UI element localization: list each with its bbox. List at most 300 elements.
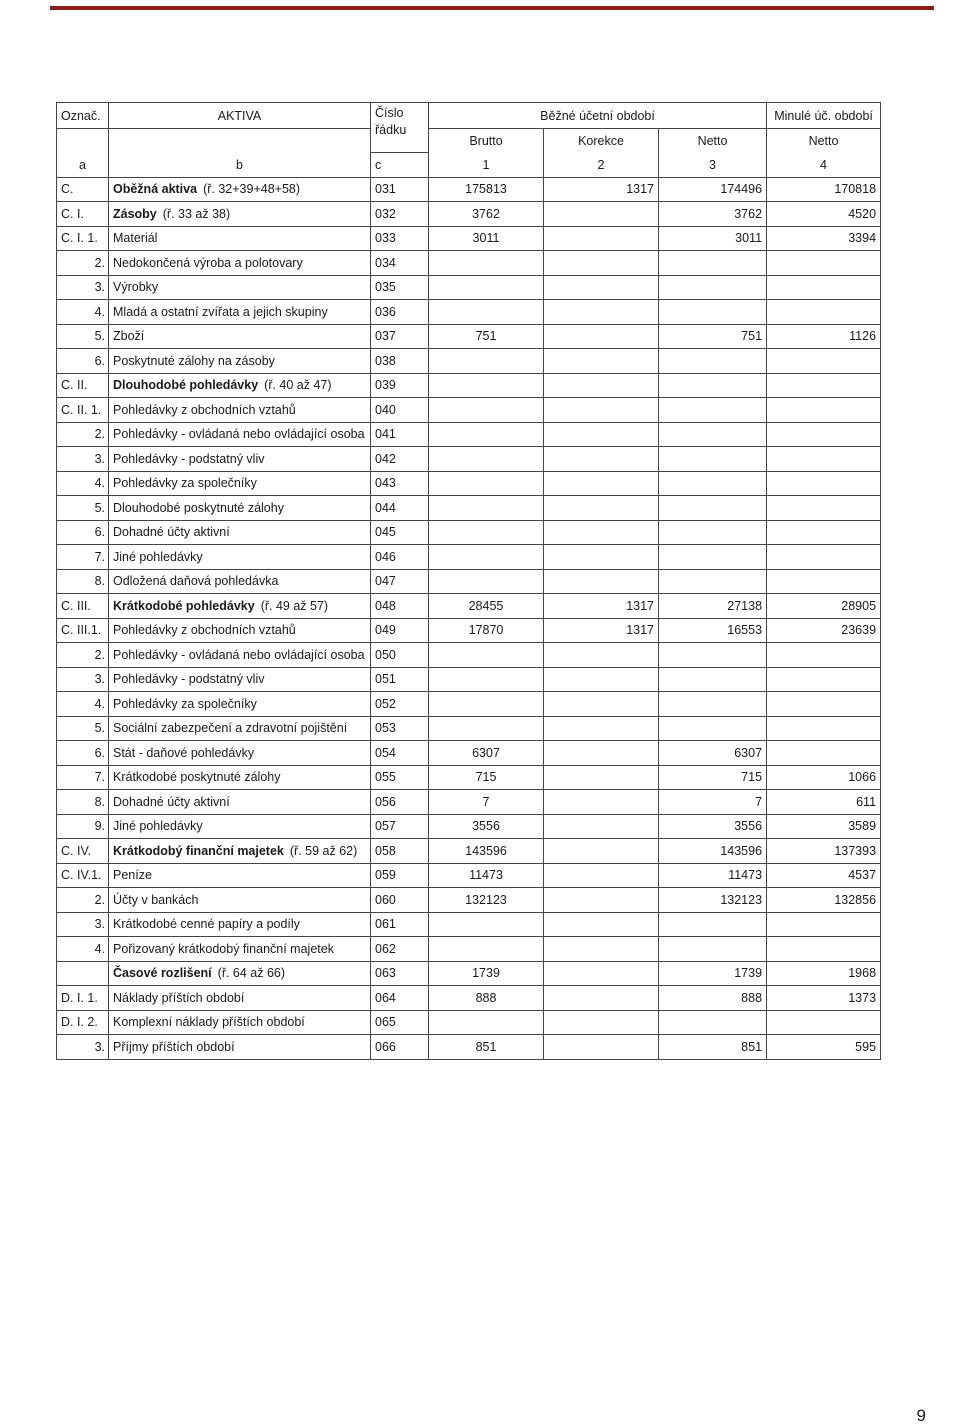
- value-korekce: [544, 202, 659, 227]
- value-netto-prev: [767, 496, 881, 521]
- row-label: Pohledávky - ovládaná nebo ovládající osoba: [113, 427, 365, 442]
- row-name: [109, 447, 371, 472]
- row-marking: 4.: [57, 937, 109, 962]
- value-brutto: 132123: [429, 888, 544, 913]
- row-label: Odložená daňová pohledávka: [113, 574, 279, 589]
- value-netto: [659, 643, 767, 668]
- value-korekce: [544, 716, 659, 741]
- row-number: 031: [371, 177, 429, 202]
- value-netto-prev: 595: [767, 1035, 881, 1060]
- row-number: 057: [371, 814, 429, 839]
- row-name: [109, 741, 371, 766]
- row-marking: 7.: [57, 765, 109, 790]
- value-brutto: [429, 520, 544, 545]
- row-label: Dlouhodobé pohledávky: [113, 378, 259, 393]
- row-name: [109, 251, 371, 276]
- value-brutto: [429, 422, 544, 447]
- value-brutto: 143596: [429, 839, 544, 864]
- row-name: [109, 594, 371, 619]
- value-netto: [659, 716, 767, 741]
- value-brutto: [429, 471, 544, 496]
- row-name: [109, 716, 371, 741]
- row-name: [109, 398, 371, 423]
- value-netto-prev: 137393: [767, 839, 881, 864]
- row-label: Pohledávky za společníky: [113, 696, 257, 711]
- value-netto-prev: [767, 471, 881, 496]
- row-formula: (ř. 59 až 62): [289, 843, 358, 858]
- row-marking: [57, 961, 109, 986]
- value-korekce: [544, 692, 659, 717]
- value-netto: 132123: [659, 888, 767, 913]
- value-netto-prev: [767, 937, 881, 962]
- value-brutto: [429, 300, 544, 325]
- value-brutto: 175813: [429, 177, 544, 202]
- table-row: [57, 863, 881, 888]
- table-row: [57, 251, 881, 276]
- row-name: [109, 373, 371, 398]
- value-brutto: 3762: [429, 202, 544, 227]
- value-netto: [659, 496, 767, 521]
- row-label: Pohledávky - podstatný vliv: [113, 672, 265, 687]
- table-row: [57, 471, 881, 496]
- row-marking: 8.: [57, 569, 109, 594]
- value-netto: 888: [659, 986, 767, 1011]
- value-korekce: [544, 447, 659, 472]
- col-index-c: c: [371, 153, 429, 178]
- row-label: Pořizovaný krátkodobý finanční majetek: [113, 941, 334, 956]
- row-label: Příjmy příštích období: [113, 1039, 235, 1054]
- row-marking: 3.: [57, 275, 109, 300]
- value-netto: 27138: [659, 594, 767, 619]
- row-name: [109, 961, 371, 986]
- value-brutto: 888: [429, 986, 544, 1011]
- table-row: [57, 888, 881, 913]
- col-index-4: 4: [767, 153, 881, 178]
- row-marking: 2.: [57, 251, 109, 276]
- col-header-netto: Netto: [659, 129, 767, 153]
- table-row: [57, 692, 881, 717]
- row-marking: 2.: [57, 643, 109, 668]
- value-netto: [659, 667, 767, 692]
- value-brutto: [429, 398, 544, 423]
- value-netto-prev: 1126: [767, 324, 881, 349]
- row-number: 054: [371, 741, 429, 766]
- row-marking: C. IV.1.: [57, 863, 109, 888]
- col-index-a: a: [57, 153, 109, 178]
- value-korekce: [544, 790, 659, 815]
- table-row: [57, 496, 881, 521]
- row-number: 041: [371, 422, 429, 447]
- value-brutto: 715: [429, 765, 544, 790]
- value-netto: 16553: [659, 618, 767, 643]
- row-marking: C. I. 1.: [57, 226, 109, 251]
- row-name: [109, 790, 371, 815]
- col-index-3: 3: [659, 153, 767, 178]
- row-number: 032: [371, 202, 429, 227]
- table-row: [57, 202, 881, 227]
- value-netto-prev: 1066: [767, 765, 881, 790]
- row-number: 062: [371, 937, 429, 962]
- row-name: [109, 839, 371, 864]
- col-header-radek: [371, 103, 429, 153]
- row-marking: 4.: [57, 692, 109, 717]
- value-netto: [659, 300, 767, 325]
- row-marking: 5.: [57, 716, 109, 741]
- col-header-netto-prev: Netto: [767, 129, 881, 153]
- row-marking: C. III.1.: [57, 618, 109, 643]
- row-name: [109, 863, 371, 888]
- value-brutto: [429, 447, 544, 472]
- row-number: 047: [371, 569, 429, 594]
- row-number: 053: [371, 716, 429, 741]
- row-marking: 3.: [57, 667, 109, 692]
- table-row: [57, 643, 881, 668]
- row-name: [109, 177, 371, 202]
- row-number: 061: [371, 912, 429, 937]
- row-name: [109, 814, 371, 839]
- row-number: 064: [371, 986, 429, 1011]
- value-netto-prev: [767, 520, 881, 545]
- row-label: Dlouhodobé poskytnuté zálohy: [113, 500, 284, 515]
- value-netto: [659, 545, 767, 570]
- row-label: Mladá a ostatní zvířata a jejich skupiny: [113, 304, 328, 319]
- value-brutto: 11473: [429, 863, 544, 888]
- assets-table: [56, 102, 881, 1060]
- value-korekce: [544, 912, 659, 937]
- value-netto: 3556: [659, 814, 767, 839]
- row-number: 046: [371, 545, 429, 570]
- value-netto: [659, 349, 767, 374]
- value-korekce: [544, 398, 659, 423]
- top-rule: [50, 6, 934, 10]
- row-name: [109, 667, 371, 692]
- value-korekce: [544, 765, 659, 790]
- row-label: Oběžná aktiva: [113, 182, 198, 197]
- row-number: 058: [371, 839, 429, 864]
- value-netto-prev: 1968: [767, 961, 881, 986]
- value-brutto: [429, 1010, 544, 1035]
- row-name: [109, 692, 371, 717]
- value-korekce: [544, 471, 659, 496]
- row-number: 037: [371, 324, 429, 349]
- row-number: 051: [371, 667, 429, 692]
- col-header-minule: Minulé úč. období: [767, 103, 881, 129]
- row-number: 055: [371, 765, 429, 790]
- value-korekce: [544, 937, 659, 962]
- row-label: Krátkodobé cenné papíry a podíly: [113, 917, 300, 932]
- col-index-b: b: [109, 153, 371, 178]
- table-row: [57, 422, 881, 447]
- row-marking: 8.: [57, 790, 109, 815]
- row-name: [109, 324, 371, 349]
- row-number: 034: [371, 251, 429, 276]
- row-name: [109, 912, 371, 937]
- table-row: [57, 618, 881, 643]
- row-name: [109, 1035, 371, 1060]
- value-korekce: [544, 324, 659, 349]
- value-korekce: [544, 1010, 659, 1035]
- row-marking: 2.: [57, 888, 109, 913]
- row-label: Krátkodobý finanční majetek: [113, 843, 284, 858]
- table-row: [57, 790, 881, 815]
- value-netto-prev: 132856: [767, 888, 881, 913]
- row-number: 056: [371, 790, 429, 815]
- row-label: Jiné pohledávky: [113, 819, 203, 834]
- value-korekce: [544, 349, 659, 374]
- value-netto-prev: [767, 912, 881, 937]
- value-netto: 1739: [659, 961, 767, 986]
- value-netto: 3762: [659, 202, 767, 227]
- row-marking: D. I. 1.: [57, 986, 109, 1011]
- value-netto-prev: [767, 741, 881, 766]
- row-label: Krátkodobé pohledávky: [113, 598, 255, 613]
- value-brutto: [429, 716, 544, 741]
- row-marking: 6.: [57, 349, 109, 374]
- row-label: Nedokončená výroba a polotovary: [113, 255, 303, 270]
- col-header-aktiva: AKTIVA: [109, 103, 371, 129]
- value-brutto: 851: [429, 1035, 544, 1060]
- value-brutto: [429, 912, 544, 937]
- table-row: [57, 814, 881, 839]
- value-netto: [659, 398, 767, 423]
- row-label: Pohledávky - ovládaná nebo ovládající osoba: [113, 647, 365, 662]
- value-netto-prev: 170818: [767, 177, 881, 202]
- value-netto: [659, 275, 767, 300]
- row-marking: 9.: [57, 814, 109, 839]
- value-netto: 174496: [659, 177, 767, 202]
- row-label: Výrobky: [113, 280, 159, 295]
- row-label: Časové rozlišení: [113, 966, 212, 981]
- row-label: Dohadné účty aktivní: [113, 794, 230, 809]
- value-netto-prev: 3589: [767, 814, 881, 839]
- table-row: [57, 912, 881, 937]
- value-brutto: [429, 667, 544, 692]
- table-row: [57, 300, 881, 325]
- col-index-1: 1: [429, 153, 544, 178]
- table-row: [57, 349, 881, 374]
- value-korekce: [544, 986, 659, 1011]
- col-header-oznac: Označ.: [57, 103, 109, 129]
- value-netto: [659, 471, 767, 496]
- row-name: [109, 520, 371, 545]
- row-name: [109, 765, 371, 790]
- value-netto: [659, 912, 767, 937]
- col-header-bezne: Běžné účetní období: [429, 103, 767, 129]
- row-label: Pohledávky z obchodních vztahů: [113, 623, 296, 638]
- table-row: [57, 520, 881, 545]
- table-row: [57, 226, 881, 251]
- row-number: 050: [371, 643, 429, 668]
- row-name: [109, 300, 371, 325]
- value-korekce: 1317: [544, 618, 659, 643]
- row-number: 049: [371, 618, 429, 643]
- table-row: [57, 545, 881, 570]
- value-brutto: 3011: [429, 226, 544, 251]
- col-header-korekce: Korekce: [544, 129, 659, 153]
- value-korekce: [544, 741, 659, 766]
- table-row: [57, 177, 881, 202]
- value-netto-prev: [767, 545, 881, 570]
- row-name: [109, 1010, 371, 1035]
- row-label: Jiné pohledávky: [113, 549, 203, 564]
- row-label: Pohledávky za společníky: [113, 476, 257, 491]
- row-name: [109, 202, 371, 227]
- value-korekce: [544, 545, 659, 570]
- row-name: [109, 471, 371, 496]
- value-korekce: [544, 520, 659, 545]
- value-netto: 7: [659, 790, 767, 815]
- table-row: [57, 937, 881, 962]
- table-row: [57, 569, 881, 594]
- value-korekce: [544, 961, 659, 986]
- value-netto-prev: [767, 692, 881, 717]
- value-brutto: [429, 643, 544, 668]
- value-netto-prev: [767, 422, 881, 447]
- row-formula: (ř. 32+39+48+58): [203, 182, 301, 197]
- table-row: [57, 1035, 881, 1060]
- value-korekce: [544, 863, 659, 888]
- row-label: Pohledávky - podstatný vliv: [113, 451, 265, 466]
- row-marking: C. III.: [57, 594, 109, 619]
- value-korekce: [544, 300, 659, 325]
- table-row: [57, 986, 881, 1011]
- row-name: [109, 226, 371, 251]
- value-brutto: [429, 251, 544, 276]
- value-netto: [659, 422, 767, 447]
- assets-rows: [57, 177, 881, 1059]
- value-brutto: [429, 545, 544, 570]
- value-brutto: [429, 349, 544, 374]
- value-brutto: 7: [429, 790, 544, 815]
- row-label: Náklady příštích období: [113, 990, 245, 1005]
- row-number: 033: [371, 226, 429, 251]
- value-korekce: [544, 643, 659, 668]
- value-brutto: 3556: [429, 814, 544, 839]
- value-netto-prev: [767, 569, 881, 594]
- row-marking: 3.: [57, 447, 109, 472]
- value-brutto: [429, 569, 544, 594]
- value-korekce: [544, 496, 659, 521]
- row-name: [109, 937, 371, 962]
- row-number: 040: [371, 398, 429, 423]
- row-label: Dohadné účty aktivní: [113, 525, 230, 540]
- value-netto-prev: 4520: [767, 202, 881, 227]
- table-row: [57, 667, 881, 692]
- value-brutto: 17870: [429, 618, 544, 643]
- row-label: Účty v bankách: [113, 892, 199, 907]
- value-netto-prev: [767, 251, 881, 276]
- table-row: [57, 447, 881, 472]
- row-label: Pohledávky z obchodních vztahů: [113, 402, 296, 417]
- value-brutto: [429, 692, 544, 717]
- value-netto-prev: 1373: [767, 986, 881, 1011]
- row-name: [109, 569, 371, 594]
- row-marking: 7.: [57, 545, 109, 570]
- row-number: 044: [371, 496, 429, 521]
- row-label: Zásoby: [113, 206, 157, 221]
- col-index-2: 2: [544, 153, 659, 178]
- value-netto-prev: [767, 275, 881, 300]
- row-name: [109, 986, 371, 1011]
- row-marking: 5.: [57, 496, 109, 521]
- row-marking: C. II. 1.: [57, 398, 109, 423]
- row-marking: 6.: [57, 741, 109, 766]
- value-korekce: [544, 888, 659, 913]
- table-row: [57, 1010, 881, 1035]
- row-number: 045: [371, 520, 429, 545]
- value-netto: [659, 1010, 767, 1035]
- row-number: 042: [371, 447, 429, 472]
- value-netto-prev: [767, 1010, 881, 1035]
- value-brutto: [429, 496, 544, 521]
- page-number: 9: [916, 1406, 926, 1425]
- row-marking: C. I.: [57, 202, 109, 227]
- row-formula: (ř. 49 až 57): [260, 598, 329, 613]
- row-label: Sociální zabezpečení a zdravotní pojištění: [113, 721, 348, 736]
- row-name: [109, 422, 371, 447]
- value-netto-prev: [767, 447, 881, 472]
- value-netto: [659, 251, 767, 276]
- value-korekce: [544, 275, 659, 300]
- value-netto-prev: 611: [767, 790, 881, 815]
- value-netto: [659, 569, 767, 594]
- value-netto-prev: [767, 349, 881, 374]
- hdr-spacer-b: [109, 129, 371, 153]
- hdr-spacer-a: [57, 129, 109, 153]
- row-number: 039: [371, 373, 429, 398]
- value-netto-prev: 3394: [767, 226, 881, 251]
- row-label: Materiál: [113, 231, 158, 246]
- value-netto: 143596: [659, 839, 767, 864]
- row-label: Komplexní náklady příštích období: [113, 1015, 305, 1030]
- value-korekce: [544, 814, 659, 839]
- value-korekce: [544, 251, 659, 276]
- value-brutto: [429, 937, 544, 962]
- row-formula: (ř. 64 až 66): [217, 966, 286, 981]
- row-marking: 6.: [57, 520, 109, 545]
- value-netto: [659, 520, 767, 545]
- value-netto: 11473: [659, 863, 767, 888]
- value-netto-prev: [767, 300, 881, 325]
- row-number: 038: [371, 349, 429, 374]
- row-label: Stát - daňové pohledávky: [113, 745, 255, 760]
- value-korekce: 1317: [544, 177, 659, 202]
- col-header-brutto: Brutto: [429, 129, 544, 153]
- row-marking: 5.: [57, 324, 109, 349]
- row-marking: 4.: [57, 300, 109, 325]
- value-brutto: 6307: [429, 741, 544, 766]
- row-number: 036: [371, 300, 429, 325]
- table-row: [57, 275, 881, 300]
- row-marking: C. IV.: [57, 839, 109, 864]
- row-label: Krátkodobé poskytnuté zálohy: [113, 770, 281, 785]
- value-korekce: [544, 839, 659, 864]
- row-number: 066: [371, 1035, 429, 1060]
- col-header-cislo: Číslo: [375, 106, 404, 120]
- row-label: Peníze: [113, 868, 152, 883]
- balance-sheet-assets: [56, 102, 880, 1060]
- value-netto-prev: [767, 398, 881, 423]
- value-netto-prev: [767, 716, 881, 741]
- value-netto: 751: [659, 324, 767, 349]
- table-row: [57, 594, 881, 619]
- row-name: [109, 275, 371, 300]
- row-number: 048: [371, 594, 429, 619]
- value-korekce: [544, 569, 659, 594]
- value-korekce: [544, 422, 659, 447]
- value-netto: [659, 692, 767, 717]
- value-netto-prev: [767, 643, 881, 668]
